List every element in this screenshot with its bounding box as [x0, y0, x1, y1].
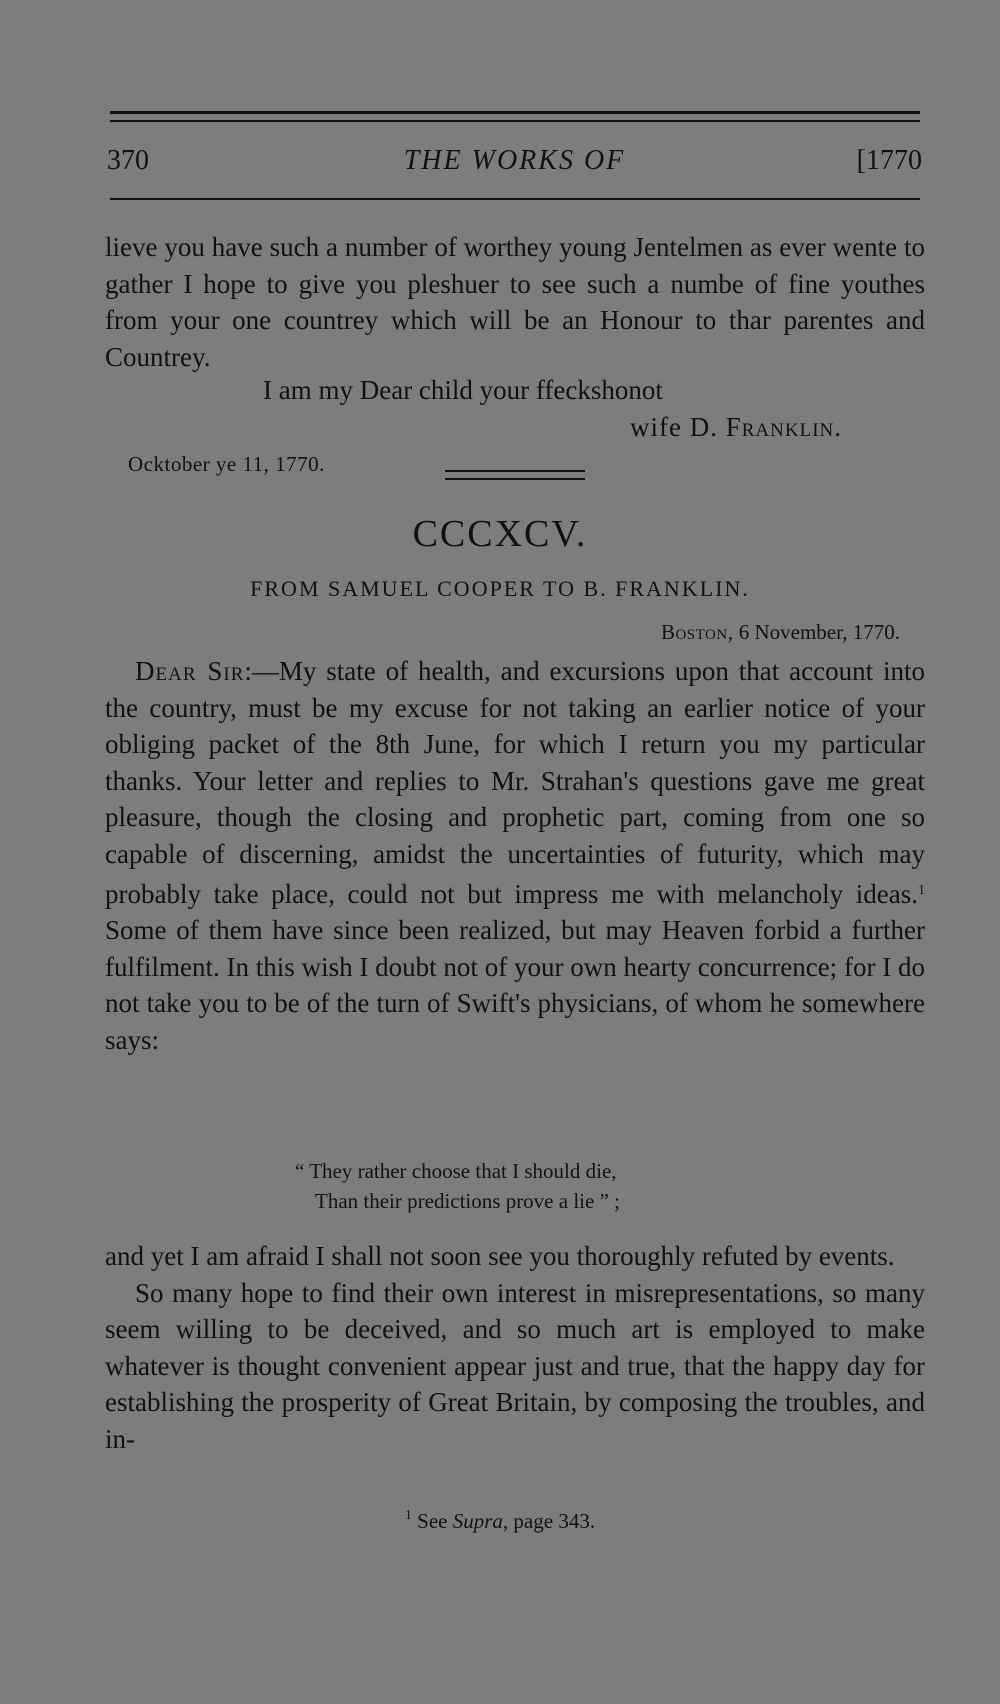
previous-letter-paragraph: lieve you have such a number of worthey young Jentelmen as ever wente to gather I hope to give you pleshuer to see such a numbe of fine youthes from your one countrey which will be an Honour to thar parentes and Countrey. — [105, 232, 925, 372]
letter-place: Boston, — [660, 620, 734, 644]
page-number: 370 — [107, 145, 149, 176]
top-double-rule-inner — [110, 120, 920, 122]
previous-letter-end — [105, 229, 925, 375]
letter-body-part2 — [105, 1238, 925, 1458]
paragraph-2: and yet I am afraid I shall not soon see you thoroughly refuted by events. — [105, 1241, 895, 1271]
footnote-mark: 1 — [404, 1508, 412, 1523]
footnote-italic: Supra, — [452, 1509, 509, 1533]
letter-dateline — [661, 620, 900, 645]
letter-signature — [630, 412, 842, 443]
header-rule — [110, 198, 920, 200]
running-header — [107, 145, 922, 185]
letter-number: CCCXCV. — [412, 513, 588, 555]
section-divider — [445, 470, 585, 472]
top-double-rule — [110, 111, 920, 114]
section-divider-inner — [445, 478, 585, 480]
paragraph-1-text-b: Some of them have since been realized, but may Heaven forbid a further fulfilment. In this wish I doubt not of your own hearty concurrence; for I do not take you to be of the turn of Swift's physicians, of whom he somewhere says: — [105, 915, 925, 1055]
letter-date: 6 November, 1770. — [733, 620, 900, 644]
header-year: [1770 — [856, 145, 922, 176]
letter-heading: FROM SAMUEL COOPER TO B. FRANKLIN. — [250, 576, 750, 601]
verse-quotation — [295, 1156, 620, 1216]
paragraph-3: So many hope to find their own interest in misrepresentations, so many seem willing to be deceived, and so much art is employed to make whatever is thought convenient appear just and true, that the happy day for establishing the prosperity of Great Britain, by composing the troubles, and in- — [105, 1277, 925, 1454]
letter-body-part1 — [105, 653, 925, 1059]
verse-line-1: “ They rather choose that I should die, — [295, 1159, 617, 1183]
paragraph-1-text-a: :—My state of health, and excursions upon that account into the country, must be my excuse for not taking an earlier notice of your obliging packet of the 8th June, for which I return you my particular thanks. Your letter and replies to Mr. Strahan's questions gave me great pleasure, though the closing and prophetic part, coming from one so capable of discerning, amidst the uncertainties of futurity, which may probably take place, could not but impress me with melancholy ideas. — [105, 656, 925, 909]
signature-name: Franklin. — [725, 412, 842, 442]
previous-letter-date: Ocktober ye 11, 1770. — [128, 452, 325, 476]
paragraph-1 — [105, 653, 925, 1059]
footnote-prefix: See — [411, 1509, 453, 1533]
verse-line-2: Than their predictions prove a lie ” ; — [315, 1189, 620, 1213]
running-title: THE WORKS OF — [403, 145, 626, 176]
signature-prefix: wife D. — [630, 412, 726, 442]
salutation: Dear Sir — [135, 656, 245, 686]
footnote-reference[interactable]: 1 — [918, 882, 925, 898]
footnote-suffix: page 343. — [508, 1509, 596, 1533]
footnote — [0, 1508, 1000, 1534]
letter-closing: I am my Dear child your ffeckshonot — [263, 375, 663, 405]
